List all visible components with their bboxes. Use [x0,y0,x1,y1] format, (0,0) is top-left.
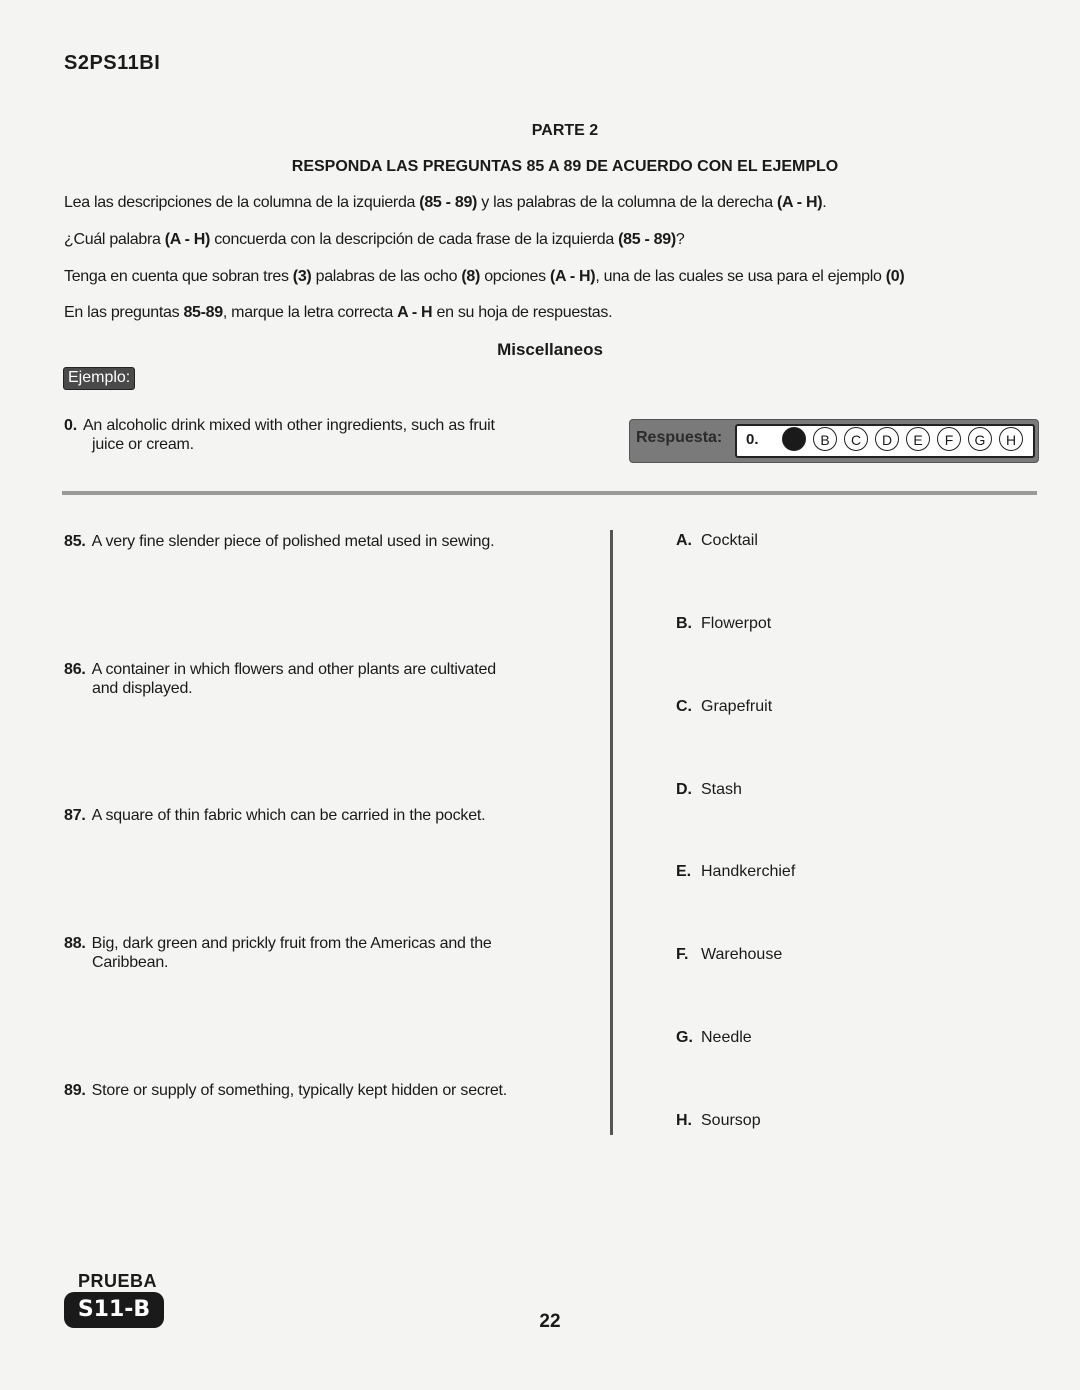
question-86: 86. A container in which flowers and other plants are cultivated and displayed. [64,661,496,697]
question-88: 88. Big, dark green and prickly fruit from the Americas and the Caribbean. [64,935,492,971]
question-89: 89. Store or supply of something, typically kept hidden or secret. [64,1082,508,1099]
option-b: B. Flowerpot [676,615,772,632]
example-badge: Ejemplo: [63,367,135,390]
answer-number: 0. [746,431,759,448]
question-85: 85. A very fine slender piece of polished metal used in sewing. [64,533,495,550]
answer-bubble-c[interactable]: C [844,427,868,451]
answer-bubble-h[interactable]: H [999,427,1023,451]
answer-bubble-b[interactable]: B [813,427,837,451]
page-number: 22 [539,1311,561,1332]
answer-bubble-f[interactable]: F [937,427,961,451]
option-h: H. Soursop [676,1112,761,1129]
column-separator [610,530,613,1135]
document-code: S2PS11BI [64,52,161,74]
option-d: D. Stash [676,781,742,798]
instruction-line-1: Lea las descripciones de la columna de la izquierda (85 - 89) y las palabras de la columna de la derecha (A - H). [64,194,827,211]
answer-bubble-e[interactable]: E [906,427,930,451]
answer-label: Respuesta: [636,429,723,446]
instruction-line-4: En las preguntas 85-89, marque la letra correcta A - H en su hoja de respuestas. [64,304,613,321]
instruction-line-3: Tenga en cuenta que sobran tres (3) palabras de las ocho (8) opciones (A - H), una de las cuales se usa para el ejemplo (0) [64,268,905,285]
instruction-line-2: ¿Cuál palabra (A - H) concuerda con la descripción de cada frase de la izquierda (85 - 89)? [64,231,685,248]
prueba-label: PRUEBA [78,1271,158,1291]
instructions-heading: RESPONDA LAS PREGUNTAS 85 A 89 DE ACUERDO CON EL EJEMPLO [291,158,839,175]
section-title: Miscellaneos [497,340,603,359]
question-87: 87. A square of thin fabric which can be carried in the pocket. [64,807,486,824]
answer-bubble-d[interactable]: D [875,427,899,451]
section-divider [62,491,1037,495]
example-question: 0. An alcoholic drink mixed with other ingredients, such as fruit juice or cream. [64,417,495,453]
option-e: E. Handkerchief [676,863,796,880]
option-c: C. Grapefruit [676,698,773,715]
answer-bubble-g[interactable]: G [968,427,992,451]
test-code-badge: S11-B [64,1292,164,1328]
part-heading: PARTE 2 [531,122,599,139]
option-g: G. Needle [676,1029,752,1046]
option-f: F. Warehouse [676,946,783,963]
option-a: A. Cocktail [676,532,758,549]
answer-bubble-a[interactable]: A [782,427,806,451]
